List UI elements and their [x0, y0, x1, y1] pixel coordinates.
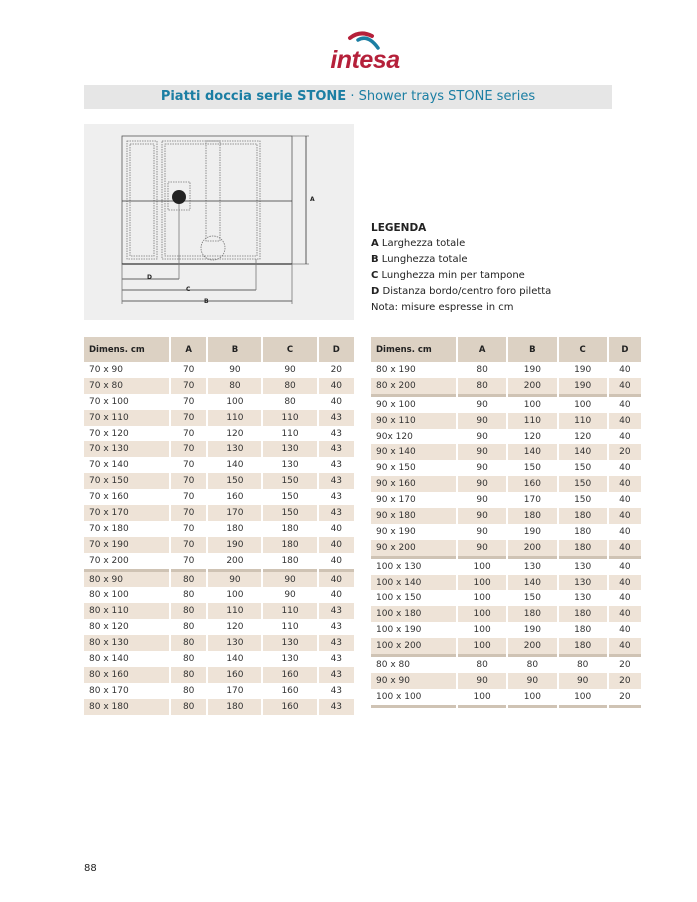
table-row: [84, 553, 354, 572]
cell-a: 80: [476, 659, 488, 670]
cell-dim: 100 x 200: [371, 638, 456, 657]
cell-d: 40: [319, 537, 354, 553]
cell-c: 190: [574, 364, 592, 375]
cell-a: 80: [171, 603, 206, 619]
cell-c: 130: [574, 561, 592, 572]
table-row: [84, 683, 354, 699]
cell-dim: 80 x 90: [84, 572, 169, 588]
title-italian: Piatti doccia serie STONE: [160, 89, 347, 104]
cell-c: 180: [559, 508, 607, 524]
legend-item: D Distanza bordo/centro foro piletta: [371, 286, 552, 297]
cell-dim: 90 x 140: [371, 444, 456, 460]
cell-a: 70: [182, 523, 195, 534]
cell-dim: 80 x 200: [371, 378, 456, 397]
legend-item: C Lunghezza min per tampone: [371, 270, 525, 281]
table-row: [84, 457, 354, 473]
cell-dim: 100 x 150: [376, 593, 422, 604]
cell-d: 40: [609, 413, 641, 429]
cell-dim: 70 x 180: [89, 523, 129, 534]
column-header: Dimens. cm: [371, 337, 456, 362]
cell-d: 40: [609, 575, 641, 591]
column-header: A: [171, 337, 206, 362]
cell-dim: 70 x 80: [84, 378, 169, 394]
cell-b: 140: [508, 444, 556, 460]
cell-c: 90: [559, 673, 607, 689]
table-row: [84, 378, 354, 394]
cell-a: 80: [182, 653, 195, 664]
cell-d: 40: [609, 378, 641, 397]
cell-b: 100: [226, 590, 244, 601]
legend-item: B Lunghezza totale: [371, 254, 468, 265]
cell-b: 90: [229, 364, 241, 375]
cell-d: 40: [330, 590, 343, 601]
table-row: [84, 521, 354, 537]
cell-c: 180: [559, 606, 607, 622]
cell-dim: 90 x 200: [371, 540, 456, 559]
cell-dim: 90 x 90: [371, 673, 456, 689]
cell-c: 160: [263, 667, 316, 683]
cell-dim: 80 x 160: [84, 667, 169, 683]
cell-dim: 80 x 110: [84, 603, 169, 619]
cell-dim: 80 x 100: [89, 590, 129, 601]
cell-dim: 100 x 140: [371, 575, 456, 591]
cell-c: 100: [559, 689, 607, 708]
column-header: B: [208, 337, 261, 362]
cell-d: 43: [319, 635, 354, 651]
cell-c: 130: [559, 575, 607, 591]
cell-a: 70: [171, 441, 206, 457]
table-row: [84, 410, 354, 426]
table-row: [371, 397, 641, 413]
cell-a: 100: [473, 561, 491, 572]
cell-dim: 70 x 100: [89, 396, 129, 407]
cell-d: 43: [330, 653, 343, 664]
cell-dim: 90 x 150: [376, 463, 416, 474]
page-number: 88: [84, 863, 97, 874]
cell-dim: 70 x 110: [84, 410, 169, 426]
cell-c: 130: [281, 653, 299, 664]
drain-icon: [172, 190, 186, 204]
column-header: C: [559, 337, 607, 362]
cell-b: 80: [208, 378, 261, 394]
cell-b: 120: [226, 428, 244, 439]
cell-b: 140: [508, 575, 556, 591]
cell-c: 150: [281, 492, 299, 503]
cell-d: 40: [609, 508, 641, 524]
table-row: [371, 689, 641, 708]
cell-a: 90: [476, 431, 488, 442]
title-separator: ·: [346, 89, 359, 104]
cell-dim: 100 x 100: [371, 689, 456, 708]
dimensions-table-left: [82, 337, 356, 715]
table-row: [84, 505, 354, 521]
cell-b: 90: [508, 673, 556, 689]
cell-b: 170: [523, 495, 541, 506]
cell-a: 80: [171, 667, 206, 683]
cell-c: 180: [574, 526, 592, 537]
cell-d: 40: [619, 399, 631, 410]
table-row: [371, 524, 641, 540]
cell-d: 40: [619, 463, 631, 474]
column-header: D: [319, 337, 354, 362]
cell-a: 70: [171, 473, 206, 489]
cell-dim: 100 x 180: [371, 606, 456, 622]
table-row: [84, 651, 354, 667]
cell-d: 43: [319, 473, 354, 489]
cell-d: 20: [609, 689, 641, 708]
cell-c: 110: [281, 428, 299, 439]
cell-d: 43: [330, 685, 343, 696]
cell-c: 90: [263, 572, 316, 588]
cell-c: 150: [574, 463, 592, 474]
column-header: A: [458, 337, 506, 362]
cell-a: 90: [458, 413, 506, 429]
cell-dim: 90 x 190: [376, 526, 416, 537]
cell-b: 190: [523, 526, 541, 537]
cell-dim: 70 x 120: [89, 428, 129, 439]
cell-c: 190: [559, 378, 607, 397]
cell-c: 90: [284, 590, 296, 601]
table-row: [371, 444, 641, 460]
cell-a: 100: [458, 638, 506, 657]
cell-a: 80: [182, 622, 195, 633]
cell-c: 130: [263, 635, 316, 651]
column-header: C: [263, 337, 316, 362]
cell-b: 200: [508, 540, 556, 559]
cell-c: 130: [263, 441, 316, 457]
cell-dim: 80 x 170: [89, 685, 129, 696]
table-row: [84, 699, 354, 715]
cell-a: 90: [458, 476, 506, 492]
table-row: [84, 394, 354, 410]
cell-b: 170: [208, 505, 261, 521]
cell-d: 40: [609, 606, 641, 622]
cell-dim: 90x 120: [376, 431, 413, 442]
table-row: [84, 473, 354, 489]
cell-a: 70: [171, 410, 206, 426]
cell-c: 80: [263, 378, 316, 394]
page-title: [84, 85, 612, 109]
logo-text: intesa: [330, 46, 400, 74]
table-row: [371, 606, 641, 622]
column-header: Dimens. cm: [84, 337, 169, 362]
cell-d: 43: [330, 428, 343, 439]
cell-a: 80: [182, 685, 195, 696]
legend-note: Nota: misure espresse in cm: [371, 302, 514, 313]
dimension-label-a: A: [310, 196, 315, 203]
cell-c: 120: [574, 431, 592, 442]
dimension-label-c: C: [186, 286, 191, 293]
cell-a: 70: [182, 492, 195, 503]
cell-a: 80: [171, 699, 206, 715]
cell-c: 80: [284, 396, 296, 407]
cell-b: 110: [508, 413, 556, 429]
cell-dim: 70 x 140: [89, 460, 129, 471]
cell-d: 40: [319, 378, 354, 394]
cell-b: 130: [523, 561, 541, 572]
cell-c: 150: [263, 473, 316, 489]
cell-b: 120: [226, 622, 244, 633]
title-english: Shower trays STONE series: [358, 89, 536, 104]
legend-heading: LEGENDA: [371, 222, 427, 234]
cell-dim: 70 x 160: [89, 492, 129, 503]
cell-dim: 80 x 190: [376, 364, 416, 375]
cell-b: 180: [508, 508, 556, 524]
cell-d: 43: [319, 699, 354, 715]
cell-d: 40: [609, 540, 641, 559]
cell-c: 180: [574, 625, 592, 636]
cell-b: 100: [226, 396, 244, 407]
cell-d: 40: [330, 396, 343, 407]
dimension-label-d: D: [147, 274, 152, 281]
table-row: [84, 537, 354, 553]
dimension-label-b: B: [204, 298, 209, 305]
cell-d: 40: [319, 572, 354, 588]
table-row: [84, 635, 354, 651]
table-row: [371, 476, 641, 492]
table-row: [84, 667, 354, 683]
cell-a: 70: [182, 396, 195, 407]
cell-a: 100: [458, 606, 506, 622]
cell-dim: 70 x 150: [84, 473, 169, 489]
cell-a: 70: [171, 553, 206, 572]
cell-d: 43: [330, 460, 343, 471]
cell-c: 100: [574, 399, 592, 410]
cell-b: 180: [508, 606, 556, 622]
cell-d: 40: [619, 495, 631, 506]
cell-dim: 80 x 140: [89, 653, 129, 664]
cell-c: 140: [559, 444, 607, 460]
cell-dim: 80 x 120: [89, 622, 129, 633]
column-header: D: [609, 337, 641, 362]
cell-a: 90: [476, 463, 488, 474]
table-row: [84, 572, 354, 588]
table-row: [371, 575, 641, 591]
cell-a: 100: [458, 689, 506, 708]
table-row: [84, 362, 354, 378]
cell-c: 130: [281, 460, 299, 471]
cell-dim: 100 x 130: [376, 561, 422, 572]
column-header: B: [508, 337, 556, 362]
cell-a: 70: [182, 460, 195, 471]
cell-c: 150: [559, 476, 607, 492]
cell-a: 90: [476, 399, 488, 410]
cell-dim: 70 x 90: [89, 364, 123, 375]
table-row: [84, 587, 354, 603]
cell-dim: 90 x 110: [371, 413, 456, 429]
cell-c: 110: [281, 622, 299, 633]
table-row: [371, 492, 641, 508]
table-row: [371, 429, 641, 445]
cell-b: 170: [226, 685, 244, 696]
cell-b: 160: [508, 476, 556, 492]
cell-b: 110: [208, 603, 261, 619]
cell-b: 140: [226, 653, 244, 664]
cell-a: 100: [458, 575, 506, 591]
table-row: [84, 603, 354, 619]
cell-c: 130: [574, 593, 592, 604]
cell-d: 40: [619, 431, 631, 442]
table-row: [371, 590, 641, 606]
cell-c: 160: [281, 685, 299, 696]
cell-b: 200: [508, 378, 556, 397]
legend-item: A Larghezza totale: [371, 238, 466, 249]
cell-a: 100: [473, 593, 491, 604]
table-header-row: [84, 337, 354, 362]
table-row: [371, 622, 641, 638]
intesa-logo: [320, 28, 410, 83]
cell-b: 100: [508, 689, 556, 708]
cell-b: 200: [508, 638, 556, 657]
cell-dim: 80 x 80: [376, 659, 410, 670]
cell-a: 80: [458, 378, 506, 397]
cell-dim: 80 x 130: [84, 635, 169, 651]
cell-c: 180: [263, 537, 316, 553]
table-row: [371, 378, 641, 397]
cell-c: 110: [559, 413, 607, 429]
table-row: [371, 673, 641, 689]
cell-d: 40: [619, 526, 631, 537]
cell-d: 40: [319, 553, 354, 572]
table-row: [371, 638, 641, 657]
cell-b: 140: [226, 460, 244, 471]
cell-dim: 70 x 190: [84, 537, 169, 553]
cell-dim: 70 x 200: [84, 553, 169, 572]
cell-c: 180: [559, 540, 607, 559]
cell-b: 90: [208, 572, 261, 588]
cell-b: 190: [523, 625, 541, 636]
cell-d: 20: [619, 659, 631, 670]
cell-d: 43: [319, 505, 354, 521]
cell-d: 43: [319, 441, 354, 457]
table-row: [84, 489, 354, 505]
cell-d: 40: [609, 638, 641, 657]
cell-b: 150: [523, 593, 541, 604]
cell-dim: 90 x 180: [371, 508, 456, 524]
table-row: [371, 508, 641, 524]
cell-d: 40: [619, 625, 631, 636]
cell-b: 150: [523, 463, 541, 474]
cell-c: 180: [559, 638, 607, 657]
cell-a: 80: [476, 364, 488, 375]
cell-b: 130: [208, 441, 261, 457]
cell-d: 40: [619, 364, 631, 375]
cell-b: 80: [526, 659, 539, 670]
cell-d: 40: [619, 593, 631, 604]
cell-d: 20: [609, 673, 641, 689]
cell-a: 70: [171, 537, 206, 553]
cell-c: 110: [263, 410, 316, 426]
table-row: [371, 460, 641, 476]
cell-b: 200: [208, 553, 261, 572]
cell-a: 70: [171, 505, 206, 521]
cell-dim: 70 x 130: [84, 441, 169, 457]
cell-d: 43: [319, 603, 354, 619]
cell-dim: 70 x 170: [84, 505, 169, 521]
technical-drawing: [84, 124, 354, 320]
cell-c: 90: [284, 364, 296, 375]
cell-a: 70: [171, 378, 206, 394]
cell-c: 110: [263, 603, 316, 619]
cell-dim: 90 x 100: [376, 399, 416, 410]
cell-d: 20: [330, 364, 343, 375]
table-row: [84, 441, 354, 457]
cell-dim: 100 x 190: [376, 625, 422, 636]
cell-d: 40: [609, 476, 641, 492]
cell-a: 80: [182, 590, 195, 601]
cell-a: 90: [458, 444, 506, 460]
table-row: [371, 362, 641, 378]
legend: [371, 220, 551, 316]
cell-a: 90: [476, 526, 488, 537]
cell-dim: 90 x 170: [376, 495, 416, 506]
cell-b: 100: [523, 399, 541, 410]
cell-b: 110: [208, 410, 261, 426]
cell-d: 20: [609, 444, 641, 460]
table-row: [371, 657, 641, 673]
cell-d: 40: [330, 523, 343, 534]
cell-dim: 90 x 160: [371, 476, 456, 492]
cell-b: 180: [208, 699, 261, 715]
table-header-row: [371, 337, 641, 362]
cell-d: 43: [319, 667, 354, 683]
cell-d: 40: [619, 561, 631, 572]
cell-a: 90: [458, 508, 506, 524]
cell-a: 70: [182, 428, 195, 439]
cell-c: 180: [263, 553, 316, 572]
cell-b: 130: [208, 635, 261, 651]
cell-b: 160: [226, 492, 244, 503]
table-row: [371, 540, 641, 559]
cell-b: 190: [523, 364, 541, 375]
table-row: [371, 413, 641, 429]
cell-b: 180: [226, 523, 244, 534]
cell-a: 100: [473, 625, 491, 636]
cell-c: 80: [576, 659, 589, 670]
dimensions-table-right: [369, 337, 643, 708]
cell-d: 43: [319, 410, 354, 426]
table-row: [371, 559, 641, 575]
cell-c: 150: [263, 505, 316, 521]
cell-c: 180: [281, 523, 299, 534]
cell-dim: 80 x 180: [84, 699, 169, 715]
cell-d: 43: [330, 622, 343, 633]
cell-a: 90: [458, 673, 506, 689]
cell-b: 160: [208, 667, 261, 683]
cell-a: 80: [171, 572, 206, 588]
cell-c: 150: [574, 495, 592, 506]
cell-a: 80: [171, 635, 206, 651]
cell-b: 120: [523, 431, 541, 442]
cell-a: 70: [182, 364, 195, 375]
cell-a: 90: [476, 495, 488, 506]
cell-d: 43: [330, 492, 343, 503]
cell-a: 90: [458, 540, 506, 559]
table-row: [84, 426, 354, 442]
cell-b: 150: [208, 473, 261, 489]
cell-c: 160: [263, 699, 316, 715]
table-row: [84, 619, 354, 635]
cell-b: 190: [208, 537, 261, 553]
